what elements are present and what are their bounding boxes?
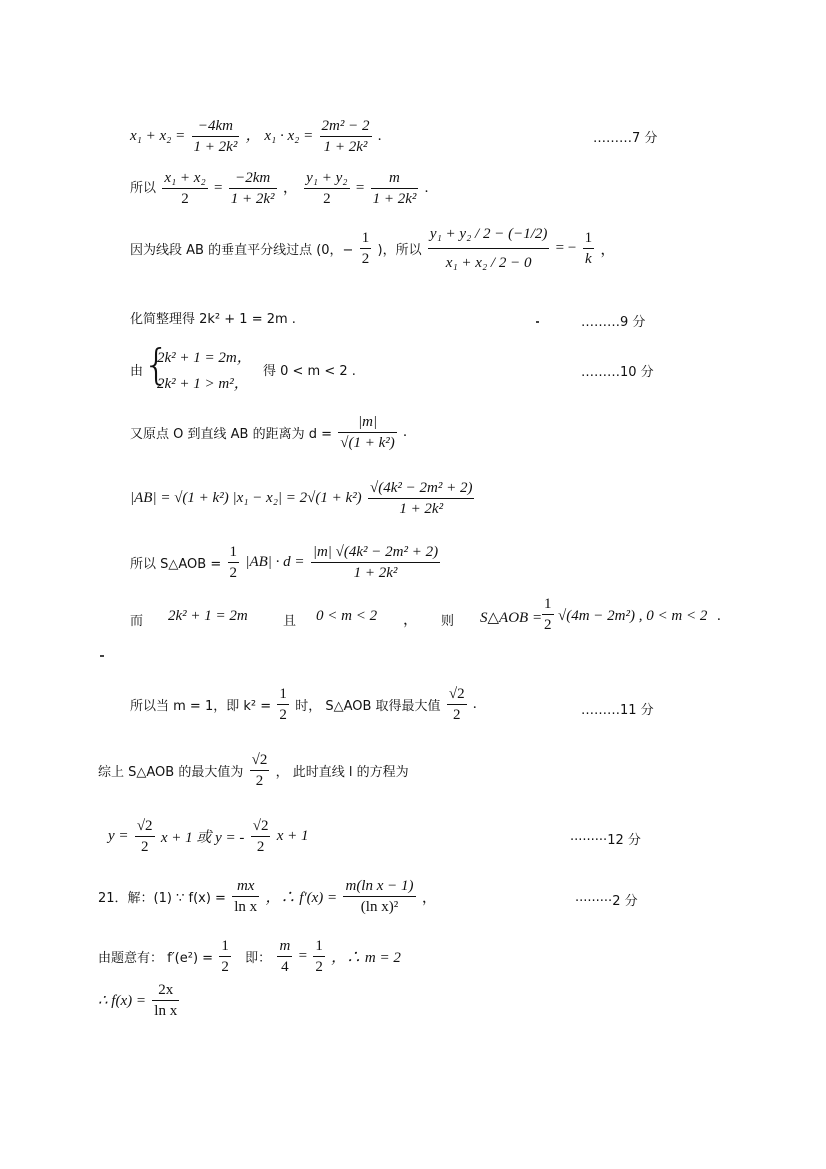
fraction: $\frac{\text{√(4k² − 2m² + 2)}}{\text{1 + 2k²}}$ (369, 480, 473, 517)
fraction: $\frac{1}{2}$ (229, 544, 238, 581)
fraction: $\frac{√2}{2}$ (252, 818, 269, 855)
fraction: $\frac{1}{2}$ (361, 230, 370, 267)
fraction: $\frac{1}{2}$ (221, 938, 229, 975)
score-2: ·········2 分 (575, 894, 638, 909)
score-9: ………9 分 (581, 315, 646, 330)
eq-line-7: |AB| = √(1 + k²) |x₁ − x₂| = 2√(1 + k²) $\frac{\text{√(4k² − 2m² + 2)}}{\text{1 + 2k²}}$ (130, 480, 473, 517)
eq-line-13: 21．解：(1) ∵ f(x) = $\frac{mx}{\text{ln x}}$ ，∴ f′(x) = $\frac{\text{m(ln x − 1)}}{\text{(ln x)²}}$ ， (98, 878, 437, 915)
fraction: $\frac{1}{2}$ (544, 596, 552, 633)
fraction: $\frac{mx}{\text{ln x}}$ (234, 878, 258, 915)
eq-line-10: 所以当 m = 1，即 k² = $\frac{1}{2}$ 时， S△AOB 取得最大值 $\frac{√2}{2}$ . (130, 686, 477, 723)
fraction: $\frac{-2km}{\text{1 + 2k²}}$ (230, 170, 275, 207)
fraction: $\frac{1}{2}$ (315, 938, 323, 975)
stray-mark (100, 655, 104, 657)
fraction: $\frac{\text{m(ln x − 1)}}{\text{(ln x)²}}$ (345, 878, 414, 915)
fraction: $\frac{√2}{2}$ (136, 818, 153, 855)
fraction: $\frac{m}{\text{1 + 2k²}}$ (372, 170, 417, 207)
eq-line-9: 而 2k² + 1 = 2m 且 0 < m < 2 ， 则 S△AOB = $\frac{1}{2}$ √(4m − 2m²) , 0 < m < 2 . (130, 596, 721, 633)
eq-line-6: 又原点 O 到直线 AB 的距离为 d = $\frac{|m|}{\text{√(1 + k²)}}$ . (130, 414, 407, 451)
eq-line-15: ∴ f(x) = $\frac{2x}{\text{ln x}}$ (98, 982, 178, 1019)
eq-line-11: 综上 S△AOB 的最大值为 $\frac{√2}{2}$ ， 此时直线 l 的方程为 (98, 752, 409, 789)
fraction: $\frac{\text{y₁ + y₂}}{2}$ (306, 170, 348, 207)
fraction: $\frac{√2}{2}$ (448, 686, 465, 723)
eq-line-4: 化简整理得 2k² + 1 = 2m . (130, 312, 296, 327)
eq-line-2: 所以 $\frac{\text{x₁ + x₂}}{2}$ = $\frac{-2km}{\text{1 + 2k²}}$ ， $\frac{\text{y₁ + y₂}}{2}$ = $\frac{m}{\text{1 + 2k²}}$ . (130, 170, 429, 207)
score-11: ………11 分 (581, 703, 654, 718)
compound-fraction: $\frac{\text{y₁ + y₂ / 2 − (−1/2)}}{\text{x₁ + x₂ / 2 − 0}}$ (428, 220, 549, 277)
fraction: $\frac{1}{2}$ (279, 686, 287, 723)
fraction: $\frac{\text{|m| √(4k² − 2m² + 2)}}{\text{1 + 2k²}}$ (312, 544, 439, 581)
score-7: ………7 分 (593, 131, 658, 146)
eq-line-8: 所以 S△AOB = $\frac{1}{2}$ |AB| · d = $\frac{\text{|m| √(4k² − 2m² + 2)}}{\text{1 + 2k²}}$ (130, 544, 439, 581)
fraction: $\frac{2x}{\text{ln x}}$ (154, 982, 178, 1019)
fraction: $\frac{1}{k}$ (584, 230, 593, 267)
eq-line-3: 因为线段 AB 的垂直平分线过点 (0，− $\frac{1}{2}$ )，所以 $\frac{\text{y₁ + y₂ / 2 − (−1/2)}}{\text{x₁ + x₂ / 2 − 0}}$ = − $\frac{1}{k}$ ， (130, 220, 615, 277)
fraction: $\frac{-4km}{\text{1 + 2k²}}$ (193, 118, 238, 155)
eq-line-1: x₁ + x₂ = $\frac{-4km}{\text{1 + 2k²}}$ ， x₁ · x₂ = $\frac{\text{2m² − 2}}{\text{1 + 2k²}}$ . (130, 118, 382, 155)
fraction: $\frac{|m|}{\text{√(1 + k²)}}$ (340, 414, 395, 451)
left-brace: { (143, 340, 170, 389)
score-10: ………10 分 (581, 365, 654, 380)
fraction: $\frac{\text{2m² − 2}}{\text{1 + 2k²}}$ (321, 118, 370, 155)
fraction: $\frac{√2}{2}$ (251, 752, 268, 789)
fraction: $\frac{m}{4}$ (279, 938, 291, 975)
stray-dot (536, 321, 539, 323)
eq-text: x₁ + x₂ = (130, 128, 186, 144)
eq-text: ， x₁ · x₂ = (245, 128, 314, 144)
eq-line-14: 由题意有： f′(e²) = $\frac{1}{2}$ 即： $\frac{m}{4}$ = $\frac{1}{2}$ ，∴ m = 2 (98, 938, 401, 975)
fraction: $\frac{\text{x₁ + x₂}}{2}$ (164, 170, 206, 207)
eq-line-12: y = $\frac{√2}{2}$ x + 1 或 y = - $\frac{√2}{2}$ x + 1 (108, 818, 309, 855)
score-12: ·········12 分 (570, 833, 641, 848)
